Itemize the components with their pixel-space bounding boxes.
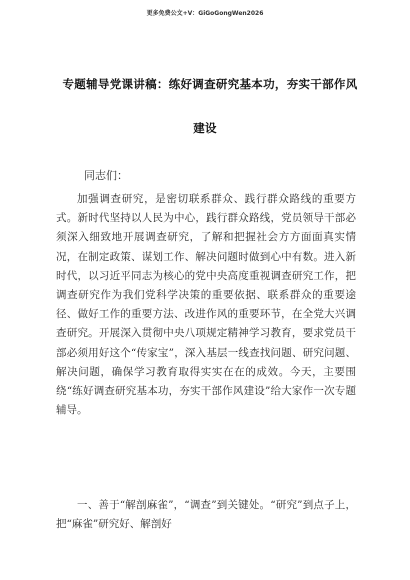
body-paragraph-1: 加强调查研究，是密切联系群众、践行群众路线的重要方式。新时代坚持以人民为中心，践行群众路线，党员领导干部必须深入细致地开展调查研究，了解和把握社会方方面面真实情况，在制定政策、谋划工作、解决问题时做到心中有数。进入新时代，以习近平同志为核心的党中央高度重视调查研究工作，把调查研究作为我们党科学决策的重要依据、联系群众的重要途径、做好工作的重要方法、改进作风的重要环节，在全党大兴调查研究。开展深入贯彻中央八项规定精神学习教育，要求党员干部必须用好这个“传家宝”，深入基层一线查找问题、研究问题、解决问题，确保学习教育取得实实在在的成效。今天，主要围绕“练好调查研究基本功，夯实干部作风建设”给大家作一次专题辅导。 xyxy=(56,193,356,417)
document-title-line-2: 建设 xyxy=(193,121,217,135)
salutation: 同志们： xyxy=(84,169,128,182)
document-title-line-1: 专题辅导党课讲稿：练好调查研究基本功，夯实干部作风 xyxy=(62,77,358,91)
header-note: 更多免费公文+V：GiGoGongWen2026 xyxy=(146,10,264,17)
body-paragraph-2: 一、善于“解剖麻雀”，“调查”到关键处。“研究”到点子上，把“麻雀”研究好、解剖好 xyxy=(56,499,356,531)
